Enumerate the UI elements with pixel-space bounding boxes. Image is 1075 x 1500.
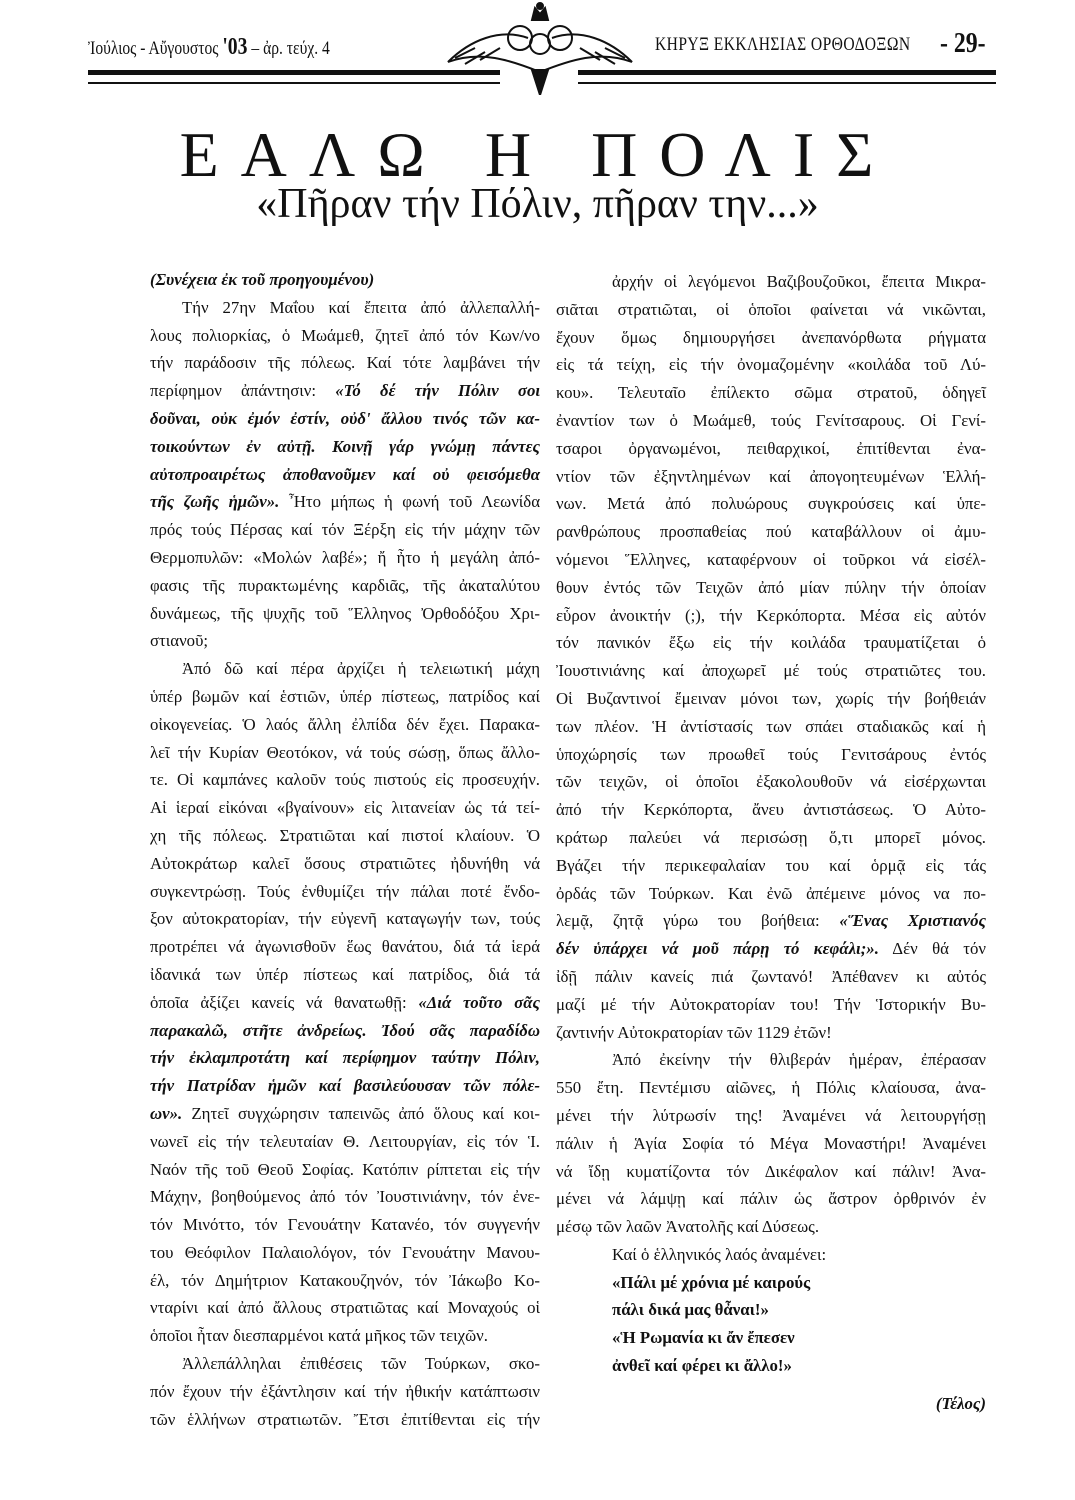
text-line <box>556 796 986 824</box>
text-line <box>556 351 986 379</box>
text-line <box>612 1269 986 1297</box>
text-segment: Οἱ Βυζαντινοί ἔμειναν μόνοι των, χωρίς τήν βοήθειάν <box>556 688 986 708</box>
text-line <box>150 516 540 544</box>
text-segment: έλ, τόν Δημήτριον Κατακουζηνόν, τόν Ἰάκωβο Κο- <box>150 1270 540 1290</box>
text-line <box>150 349 540 377</box>
text-line <box>150 933 540 961</box>
text-line <box>556 768 986 796</box>
text-line <box>150 1267 540 1295</box>
emphasis-segment: «Ἡ Ρωμανία κι ἄν ἔπεσεν <box>612 1328 795 1348</box>
text-segment: νόμενοι Ἕλληνες, καταφέρνουν οἱ τοῦρκοι νά εἰσέλ- <box>556 549 986 569</box>
text-line <box>150 1406 540 1434</box>
text-line <box>612 1324 986 1352</box>
text-segment: Ἀπό δῶ καί πέρα ἀρχίζει ἡ τελειωτική μάχη <box>182 659 540 679</box>
text-segment: του Θεόφιλον Παλαιολόγον, τόν Γενουάτην Μανου- <box>150 1242 540 1262</box>
text-line <box>556 1019 986 1047</box>
text-line <box>612 1296 986 1324</box>
text-line <box>150 878 540 906</box>
text-segment: τῶν ἑλλήνων στρατιωτῶν. Ἔτσι ἐπιτίθενται εἰς τήν <box>150 1409 540 1429</box>
text-segment: λους πολιορκίας, ὁ Μωάμεθ, ζητεῖ ἀπό τόν Κων/νο <box>150 325 540 345</box>
paragraph <box>150 655 540 1350</box>
text-segment: ὑποχώρησίς των προωθεῖ τούς Γενιτσάρους ἐντός <box>556 744 986 764</box>
header-rule-thin-left <box>88 82 500 84</box>
text-line <box>556 1213 986 1241</box>
paragraph <box>556 1046 986 1241</box>
text-line <box>150 433 540 461</box>
text-segment: ζαντινήν Αὐτοκρατορίαν τῶν 1129 ἐτῶν! <box>556 1022 832 1042</box>
text-segment: ἰδανικά των ὑπέρ πίστεως καί πατρίδος, διά τά <box>150 964 540 984</box>
emphasis-segment: «Τό δέ τήν Πόλιν σοι <box>335 381 540 401</box>
text-segment: ρανθρώπους προσπαθείας πού καταβάλλουν οἱ ἀμυ- <box>556 522 986 542</box>
text-line <box>556 1158 986 1186</box>
right-column <box>556 268 986 1418</box>
text-segment: φασις τῆς πυρακτωμένης καρδιᾶς, τῆς ἀκαταλύτου <box>150 575 540 595</box>
text-segment: συγκεντρώσῃ. Τούς ἐνθυμίζει τήν πάλαι ποτέ ἔνδο- <box>150 881 540 901</box>
emphasis-segment: τοικούντων ἐν αὐτῇ. Κοινῇ γάρ γνώμῃ πάντες <box>150 436 540 456</box>
text-line <box>556 268 986 296</box>
header-rule-thick-left <box>88 70 500 75</box>
text-line <box>556 1185 986 1213</box>
left-column <box>150 266 540 1433</box>
text-segment: περίφημον ἀπάντησιν: <box>150 381 336 401</box>
text-line <box>556 518 986 546</box>
text-segment: των πλέον. Ἡ ἀντίστασίς των σπάει σταδιακῶς καί ἡ <box>556 716 986 736</box>
text-line <box>150 989 540 1017</box>
text-line <box>556 963 986 991</box>
text-line <box>556 991 986 1019</box>
text-segment: νά ἴδῃ κυματίζοντα τόν Δικέφαλον καί πάλιν! Ἀνα- <box>556 1161 986 1181</box>
text-line <box>150 794 540 822</box>
text-segment: τήν παράδοσιν τῆς πόλεως. Καί τότε λαμβάνει τήν <box>150 353 540 373</box>
emphasis-segment: «Ἕνας Χριστιανός <box>839 911 986 931</box>
article-title: ΕΑΛΩ Η ΠΟΛΙΣ <box>179 119 896 190</box>
text-line <box>612 1352 986 1380</box>
continuation-note: (Συνέχεια ἐκ τοῦ προηγουμένου) <box>150 270 375 289</box>
text-segment: Αὐτοκράτωρ καλεῖ ὅσους στρατιῶτες ἠδυνήθη νά <box>150 853 540 873</box>
text-segment: προτρέπει νά ἀγωνισθοῦν ἕως θανάτου, διά τά ἱερά <box>150 937 540 957</box>
text-segment: οἰκογενείας. Ὁ λαός ἄλλη ἐλπίδα δέν ἔχει. Παρακα- <box>150 714 540 734</box>
text-line <box>556 1046 986 1074</box>
emphasis-segment: τήν ἐκλαμπροτάτη καί περίφημον ταύτην Πόλιν, <box>150 1048 540 1068</box>
text-segment: τόν πανικόν ἔξω εἰς τήν κοιλάδα τραυματίζεται ὁ <box>556 633 986 653</box>
emphasis-segment: «Διά τοῦτο σᾶς <box>418 992 540 1012</box>
text-segment: στιανοῦ; <box>150 631 209 651</box>
paragraph <box>150 294 540 655</box>
text-line <box>150 1100 540 1128</box>
text-line <box>556 713 986 741</box>
text-line <box>556 852 986 880</box>
text-segment: δυνάμεως, τῆς ψυχῆς τοῦ Ἕλληνος Ὀρθοδόξου Χρι- <box>150 603 540 623</box>
text-segment: τόν Μινόττο, τόν Γενουάτην Κατανέο, τόν συγγενήν <box>150 1215 540 1235</box>
text-line <box>556 463 986 491</box>
emphasis-segment: δέν ὑπάρχει νά μοῦ πάρῃ τό κεφάλι;». <box>556 939 879 959</box>
page-number: - 29- <box>940 28 986 59</box>
text-segment: μέσῳ τῶν λαῶν Ἀνατολῆς καί Δύσεως. <box>556 1217 820 1237</box>
text-line <box>150 1017 540 1045</box>
article-subtitle: «Πῆραν τήν Πόλιν, πῆραν την...» <box>256 181 819 227</box>
text-segment: ἀρχήν οἱ λεγόμενοι Βαζιβουζοῦκοι, ἔπειτα Μικρα- <box>612 272 986 291</box>
text-segment: Δέν θά τόν <box>878 939 986 959</box>
text-line <box>150 600 540 628</box>
text-segment: νωνεῖ εἰς τήν τελευταίαν Θ. Λειτουργίαν, εἰς τόν Ἱ. <box>150 1131 540 1151</box>
text-line <box>556 546 986 574</box>
text-line <box>556 574 986 602</box>
text-segment: ἐναντίον των ὁ Μωάμεθ, τούς Γενίτσαρους. Οἱ Γενί- <box>556 410 986 430</box>
text-line <box>556 407 986 435</box>
text-segment: χη τῆς πόλεως. Στρατιῶται καί πιστοί κλαίουν. Ὁ <box>150 825 540 845</box>
text-segment: ὁποῖοι ἦταν διεσπαρμένοι κατά μῆκος τῶν τειχῶν. <box>150 1326 488 1346</box>
verse-block <box>556 1241 986 1380</box>
text-segment: Μάχην, βοηθούμενος ἀπό τόν Ἰουστινιάνην, τόν ἐνε- <box>150 1187 540 1207</box>
text-line <box>556 741 986 769</box>
emphasis-segment: ων». <box>150 1103 183 1123</box>
text-segment: ξον αὐτοκρατορίαν, τήν εὐγενῆ καταγωγήν των, τούς <box>150 909 540 929</box>
end-mark: (Τέλος) <box>935 1393 986 1413</box>
text-line <box>150 488 540 516</box>
text-line <box>150 1183 540 1211</box>
emphasis-segment: ἀνθεῖ καί φέρει κι ἄλλο!» <box>612 1356 792 1376</box>
text-line <box>150 766 540 794</box>
text-segment: ὀρδάς τῶν Τούρκων. Και ἐνῶ ἀπέμεινε μόνος να πο- <box>556 883 986 903</box>
double-headed-eagle-icon <box>440 0 640 95</box>
text-line <box>150 322 540 350</box>
text-segment: ἔχουν ὅμως δημιουργήσει ἀνεπανόρθωτα ρήγματα <box>556 327 986 347</box>
text-segment: πρός τούς Πέρσας καί τόν Ξέρξη εἰς τήν μάχην τῶν <box>150 520 540 540</box>
text-line <box>150 905 540 933</box>
text-segment: ἰδῇ πάλιν κανείς πιά ζωντανό! Ἀπέθανεν κι αὐτός <box>556 966 986 986</box>
text-segment: Ἀλλεπάλληλαι ἐπιθέσεις τῶν Τούρκων, σκο- <box>182 1354 540 1374</box>
text-line <box>150 850 540 878</box>
text-segment: θουν ἐντός τῶν Τειχῶν ἀπό μίαν πύλην τήν ὁποίαν <box>556 577 986 597</box>
text-line <box>150 1378 540 1406</box>
text-segment: μαζί μέ τήν Αὐτοκρατορίαν του! Τήν Ἱστορικήν Βυ- <box>556 994 986 1014</box>
text-line <box>150 1211 540 1239</box>
text-line <box>150 1044 540 1072</box>
text-line <box>150 1128 540 1156</box>
text-segment: λεῖ τήν Κυρίαν Θεοτόκον, νά τούς σώσῃ, ὅπως ἄλλο- <box>150 742 540 762</box>
text-line <box>556 880 986 908</box>
text-line <box>150 1322 540 1350</box>
header-rule-thick-right <box>578 70 996 75</box>
text-segment: ὑπέρ βωμῶν καί ἑστιῶν, ὑπέρ πίστεως, πατρίδος καί <box>150 686 540 706</box>
issue-year: '03 <box>222 34 248 60</box>
text-line <box>150 1350 540 1378</box>
text-line <box>150 822 540 850</box>
text-segment: πόν ἔχουν τήν ἐξάντλησιν καί τήν ἠθικήν κατάπτωσιν <box>150 1381 540 1401</box>
text-line <box>150 572 540 600</box>
text-line <box>556 602 986 630</box>
text-line <box>150 711 540 739</box>
paragraph <box>150 1350 540 1433</box>
text-line <box>150 294 540 322</box>
paragraph <box>556 268 986 1046</box>
text-line <box>556 629 986 657</box>
text-line <box>556 657 986 685</box>
emphasis-segment: πάλι δικά μας θἆναι!» <box>612 1300 769 1320</box>
text-segment: Ἦτο μήπως ἡ φωνή τοῦ Λεωνίδα <box>279 492 540 512</box>
text-line <box>556 824 986 852</box>
text-segment: Ζητεῖ συγχώρησιν ταπεινῶς ἀπό ὅλους καί κοι- <box>182 1103 540 1123</box>
text-segment: 550 ἔτη. Πεντέμισυ αἰῶνες, ἡ Πόλις κλαίουσα, ἀνα- <box>556 1078 986 1098</box>
text-line <box>150 1239 540 1267</box>
text-segment: Αἱ ἱεραί εἰκόναι «βγαίνουν» εἰς λιτανείαν ὡς τά τεί- <box>150 798 540 818</box>
text-segment: τσαροι ὀργανωμένοι, πειθαρχικοί, ἐπιτίθενται ἐνα- <box>556 438 986 458</box>
text-line <box>612 1241 986 1269</box>
text-segment: νων. Μετά ἀπό πολυώρους συγκρούσεις καί ὑπε- <box>556 494 986 514</box>
text-line <box>556 685 986 713</box>
text-segment: τε. Οἱ καμπάνες καλοῦν τούς πιστούς εἰς προσευχήν. <box>150 770 540 790</box>
text-segment: κου». Τελευταῖο ἐπίλεκτο σῶμα στρατοῦ, ὁδηγεῖ <box>556 383 986 403</box>
text-line <box>150 961 540 989</box>
text-line <box>556 1130 986 1158</box>
text-segment: Τήν 27ην Μαΐου καί ἔπειτα ἀπό ἀλλεπαλλή- <box>182 297 540 317</box>
text-line <box>556 907 986 935</box>
text-line <box>556 324 986 352</box>
issue-date: Ἰούλιος - Αὔγουστος <box>88 38 219 59</box>
text-segment: ντίον τῶν ἐξηντλημένων καί ἀπογοητευμένων Ἑλλή- <box>556 466 986 486</box>
text-line <box>150 1294 540 1322</box>
text-line <box>556 1102 986 1130</box>
text-line <box>556 379 986 407</box>
text-segment: μένει νά λάμψῃ καί πάλιν ὡς ἄστρον ὀρθρινόν ἐν <box>556 1189 986 1209</box>
text-segment: Ἰουστινιάνης καί ἀποχωρεῖ μέ τούς στρατιῶτες του. <box>556 661 986 681</box>
text-line <box>150 627 540 655</box>
header-rule-thin-right <box>578 82 996 84</box>
text-segment: νταρίνι καί ἀπό ἄλλους στρατιῶτας καί Μοναχούς οἱ <box>150 1298 540 1318</box>
emphasis-segment: παρακαλῶ, στῆτε ἀνδρείως. Ἰδού σᾶς παραδίδω <box>150 1020 540 1040</box>
text-segment: Καί ὁ ἑλληνικός λαός ἀναμένει: <box>612 1244 827 1264</box>
text-line <box>556 490 986 518</box>
emphasis-segment: αὐτοπροαιρέτως ἀποθανοῦμεν καί οὐ φεισόμεθα <box>150 464 540 484</box>
text-segment: Θερμοπυλῶν: «Μολών λαβέ»; ἤ ἦτο ἡ μεγάλη ἀπό- <box>150 547 540 567</box>
text-segment: Βγάζει τήν περικεφαλαίαν του καί ὁρμᾷ εἰς τάς <box>556 855 986 875</box>
publication-name: ΚΗΡΥΞ ΕΚΚΛΗΣΙΑΣ ΟΡΘΟΔΟΞΩΝ <box>655 34 911 55</box>
text-segment: Ναόν τῆς τοῦ Θεοῦ Σοφίας. Κατόπιν ρίπτεται εἰς τήν <box>150 1159 540 1179</box>
text-line <box>556 296 986 324</box>
text-line <box>150 544 540 572</box>
text-line <box>150 1156 540 1184</box>
issue-info <box>88 34 330 61</box>
emphasis-segment: δοῦναι, οὐκ ἐμόν ἐστίν, οὐδ' ἄλλου τινός τῶν κα- <box>150 408 540 428</box>
text-segment: ἀπό τήν Κερκόπορτα, ἄνευ ἀντιστάσεως. Ὁ Αὐτο- <box>556 800 986 820</box>
emphasis-segment: τήν Πατρίδαν ἡμῶν καί βασιλεύουσαν τῶν πόλε- <box>150 1076 540 1096</box>
text-line <box>556 935 986 963</box>
issue-number: – ἀρ. τεύχ. 4 <box>251 38 330 59</box>
text-line <box>556 435 986 463</box>
emphasis-segment: «Πάλι μέ χρόνια μέ καιρούς <box>612 1272 811 1292</box>
text-line <box>150 739 540 767</box>
text-segment: εὗρον ἀνοικτήν (;), τήν Κερκόπορτα. Μέσα εἰς αὐτόν <box>556 605 986 625</box>
text-segment: εἰς τά τείχη, εἰς τήν ὀνομαζομένην «κοιλάδα τοῦ Λύ- <box>556 355 986 375</box>
emphasis-segment: τῆς ζωῆς ἡμῶν». <box>150 492 280 512</box>
text-line <box>150 461 540 489</box>
text-segment: πάλιν ἡ Ἁγία Σοφία τό Μέγα Μοναστήρι! Ἀναμένει <box>556 1133 986 1153</box>
text-segment: ὁποῖα ἀξίζει κανείς νά θανατωθῇ: <box>150 992 419 1012</box>
text-segment: λεμᾷ, ζητᾷ γύρω του βοήθεια: <box>556 911 840 931</box>
text-segment: σιᾶται στρατιῶται, οἱ ὁποῖοι φαίνεται νά νικῶνται, <box>556 299 986 319</box>
text-line <box>150 683 540 711</box>
text-line <box>150 655 540 683</box>
text-line <box>150 377 540 405</box>
text-segment: κράτωρ παλεύει νά περισώσῃ ὅ,τι μπορεῖ μόνος. <box>556 827 986 847</box>
text-line <box>150 1072 540 1100</box>
text-line <box>556 1074 986 1102</box>
text-line <box>150 405 540 433</box>
text-segment: Ἀπό ἐκείνην τήν θλιβεράν ἡμέραν, ἐπέρασαν <box>612 1050 986 1070</box>
text-segment: μένει τήν λύτρωσίν της! Ἀναμένει νά λειτουργήσῃ <box>556 1105 986 1125</box>
text-segment: τῶν τειχῶν, οἱ ὁποῖοι ἐξακολουθοῦν νά εἰσέρχωνται <box>556 772 986 792</box>
